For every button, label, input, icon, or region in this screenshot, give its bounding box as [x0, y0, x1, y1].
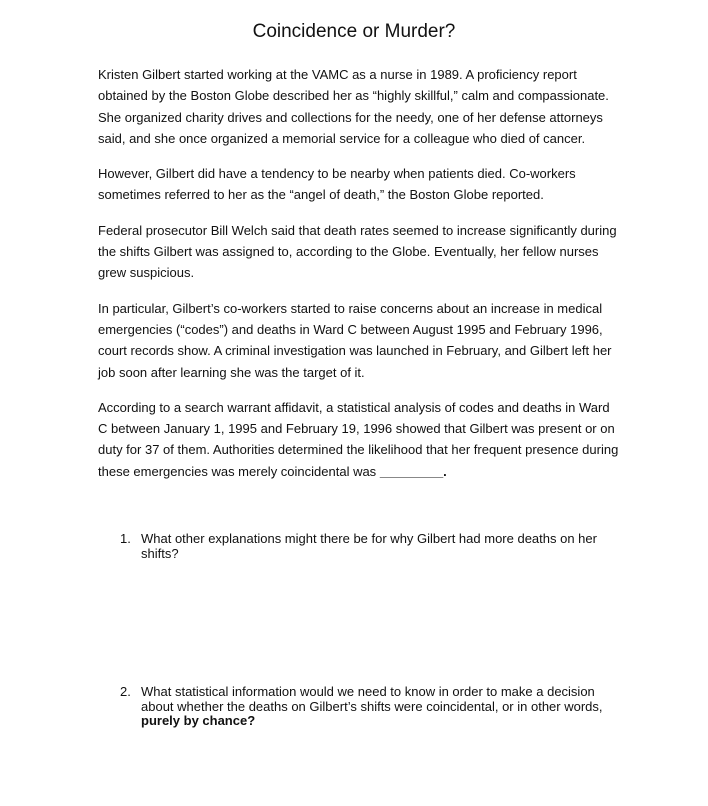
page-title: Coincidence or Murder? — [252, 21, 456, 42]
question-emphasis: purely by chance? — [141, 713, 256, 728]
question-item-2 — [120, 685, 620, 729]
question-text: What statistical information would we need to know in order to make a decision about whether the deaths on Gilbert’s shifts were coincidental, or in other words, — [141, 684, 603, 714]
article-body — [98, 64, 620, 496]
paragraph-affidavit-text: According to a search warrant affidavit, a statistical analysis of codes and deaths in Ward C between January 1, 1995 and February 19, 1996 showed that Gilbert was present or on duty for 37 of them. Authorities determined the likelihood that her frequent presence during these emergencies was merely coincidental was — [98, 399, 619, 479]
paragraph-prosecutor: Federal prosecutor Bill Welch said that death rates seemed to increase significantly during the shifts Gilbert was assigned to, according to the Globe. Eventually, her fellow nurses grew suspicious. — [98, 222, 617, 281]
paragraph-background: Kristen Gilbert started working at the VAMC as a nurse in 1989. A proficiency report obtained by the Boston Globe described her as “highly skillful,” calm and compassionate. She organized charity drives and collections for the needy, one of her defense attorneys said, and she once organized a memorial service for a colleague who died of cancer. — [98, 67, 609, 146]
question-number: 1. — [120, 531, 131, 546]
fill-in-blank: _________. — [379, 463, 447, 479]
question-text: What other explanations might there be for why Gilbert had more deaths on her shifts? — [141, 531, 597, 561]
question-number: 2. — [120, 684, 131, 699]
question-list-2 — [120, 685, 620, 729]
paragraph-investigation: In particular, Gilbert’s co-workers started to raise concerns about an increase in medical emergencies (“codes”) and deaths in Ward C between August 1995 and February 1996, court records show. A criminal investigation was launched in February, and Gilbert left her job soon after learning she was the target of it. — [98, 300, 612, 380]
question-list-1 — [120, 532, 620, 561]
paragraph-affidavit — [98, 397, 620, 482]
paragraph-angel-of-death: However, Gilbert did have a tendency to be nearby when patients died. Co-workers sometimes referred to her as the “angel of death,” the Boston Globe reported. — [98, 166, 576, 203]
question-item-1 — [120, 532, 620, 561]
